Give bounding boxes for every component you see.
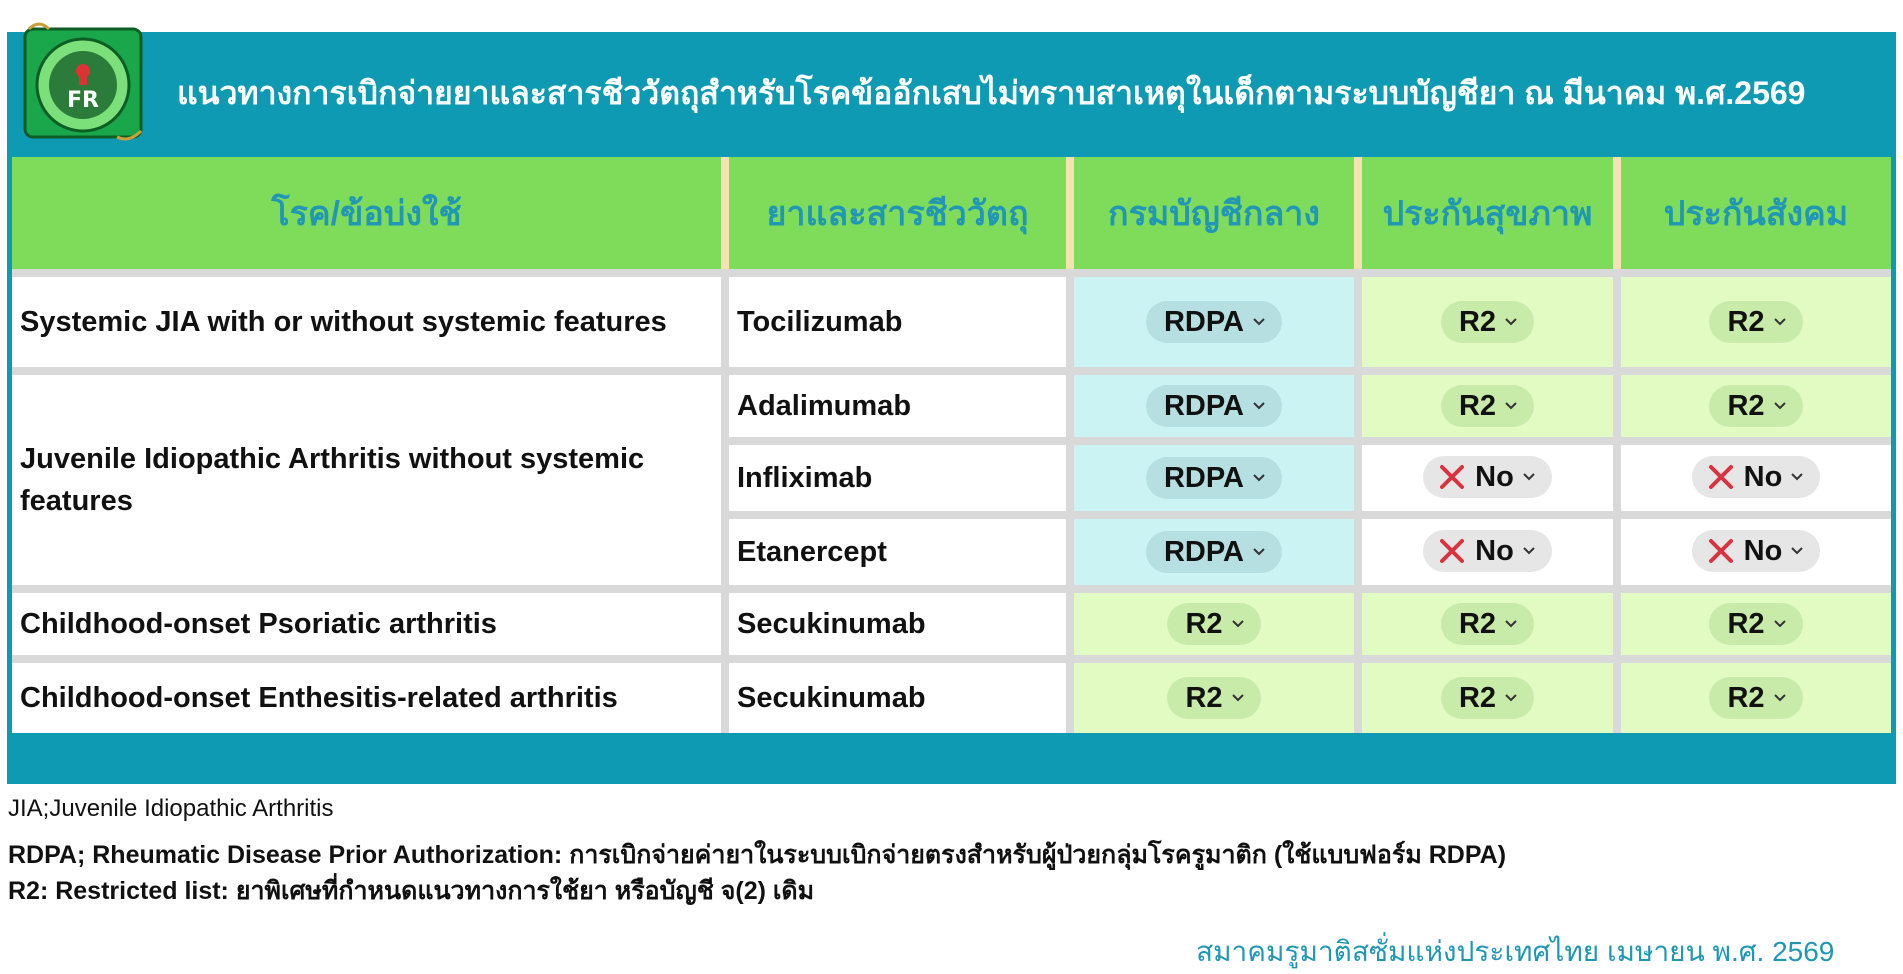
chevron-down-icon [1252,401,1266,411]
csmbs-status-dropdown[interactable] [1167,677,1260,719]
csmbs-status-dropdown[interactable] [1146,301,1282,343]
uc-status-dropdown[interactable] [1423,530,1552,572]
chevron-down-icon [1504,693,1518,703]
table-row [12,367,1891,437]
status-label: R2 [1727,607,1765,640]
sss-status-dropdown[interactable] [1692,456,1821,498]
drug-cell: Infliximab [729,437,1074,511]
uc-status-dropdown[interactable] [1423,456,1552,498]
drug-cell: Secukinumab [729,585,1074,655]
status-label: RDPA [1163,535,1245,568]
status-label: RDPA [1163,305,1245,338]
footnote-r2: R2: Restricted list: ยาพิเศษที่กำหนดแนวทางการใช้ยา หรือบัญชี จ(2) เดิม [8,877,815,905]
uc-status-dropdown[interactable] [1441,385,1534,427]
chevron-down-icon [1522,546,1536,556]
csmbs-status-dropdown[interactable] [1167,603,1260,645]
footnote-jia: JIA;Juvenile Idiopathic Arthritis [8,795,334,822]
chevron-down-icon [1252,473,1266,483]
header-bar [7,32,1896,154]
status-label: R2 [1458,389,1497,422]
drug-cell: Tocilizumab [729,269,1074,367]
chevron-down-icon [1773,619,1787,629]
status-label: No [1475,534,1514,567]
status-label: R2 [1458,681,1497,714]
status-label: RDPA [1163,389,1245,422]
footnote-rdpa: RDPA; Rheumatic Disease Prior Authorization: การเบิกจ่ายค่ายาในระบบเบิกจ่ายตรงสำหรับผู้ป่วยกลุ่มโรครูมาติก (ใช้แบบฟอร์ม RDPA) [8,841,1507,869]
uc-status-dropdown[interactable] [1441,677,1534,719]
column-header-disease: โรค/ข้อบ่งใช้ [12,157,729,269]
csmbs-status-dropdown[interactable] [1146,385,1282,427]
sss-status-dropdown[interactable] [1709,301,1802,343]
footnotes [8,795,1506,909]
chevron-down-icon [1504,619,1518,629]
sss-status-dropdown[interactable] [1709,677,1802,719]
disease-cell: Childhood-onset Psoriatic arthritis [12,585,729,655]
chevron-down-icon [1522,472,1536,482]
chevron-down-icon [1790,546,1804,556]
table-header-row [12,157,1891,269]
status-label: R2 [1185,607,1223,640]
table-row [12,585,1891,655]
red-x-icon [1706,536,1736,566]
chevron-down-icon [1504,317,1518,327]
column-header-uc: ประกันสุขภาพ [1362,157,1621,269]
drug-cell: Adalimumab [729,367,1074,437]
sss-status-dropdown[interactable] [1709,603,1802,645]
status-label: R2 [1185,681,1223,714]
svg-text:FR: FR [67,88,99,113]
column-header-sss: ประกันสังคม [1621,157,1891,269]
chevron-down-icon [1773,401,1787,411]
red-x-icon [1437,536,1467,566]
red-x-icon [1706,462,1736,492]
page-title: แนวทางการเบิกจ่ายยาและสารชีววัตถุสำหรับโรคข้ออักเสบไม่ทราบสาเหตุในเด็กตามระบบบัญชียา ณ มีนาคม พ.ศ.2569 [177,75,1806,111]
status-label: R2 [1727,681,1765,714]
footer-attribution: สมาคมรูมาติสซั่มแห่งประเทศไทย เมษายน พ.ศ. 2569 [1196,936,1835,967]
status-label: No [1743,534,1783,567]
status-label: No [1743,460,1783,493]
column-header-csmbs: กรมบัญชีกลาง [1074,157,1362,269]
disease-cell: Juvenile Idiopathic Arthritis without systemic features [12,367,729,585]
table-row [12,655,1891,733]
disease-cell: Childhood-onset Enthesitis-related arthritis [12,655,729,733]
status-label: R2 [1727,389,1765,422]
main-frame [7,32,1896,784]
table-row [12,269,1891,367]
status-label: No [1475,460,1514,493]
csmbs-status-dropdown[interactable] [1146,457,1282,499]
drug-cell: Secukinumab [729,655,1074,733]
status-label: RDPA [1163,461,1245,494]
uc-status-dropdown[interactable] [1441,301,1534,343]
status-label: R2 [1458,607,1497,640]
chevron-down-icon [1252,317,1266,327]
chevron-down-icon [1773,317,1787,327]
uc-status-dropdown[interactable] [1441,603,1534,645]
column-header-drug: ยาและสารชีววัตถุ [729,157,1074,269]
chevron-down-icon [1773,693,1787,703]
association-logo-icon [19,19,147,147]
status-label: R2 [1727,305,1765,338]
chevron-down-icon [1504,401,1518,411]
sss-status-dropdown[interactable] [1692,530,1821,572]
chevron-down-icon [1790,472,1804,482]
sss-status-dropdown[interactable] [1709,385,1802,427]
chevron-down-icon [1252,547,1266,557]
chevron-down-icon [1231,619,1245,629]
status-label: R2 [1458,305,1497,338]
reimbursement-table [12,157,1891,733]
red-x-icon [1437,462,1467,492]
csmbs-status-dropdown[interactable] [1146,531,1282,573]
chevron-down-icon [1231,693,1245,703]
drug-cell: Etanercept [729,511,1074,585]
disease-cell: Systemic JIA with or without systemic features [12,269,729,367]
